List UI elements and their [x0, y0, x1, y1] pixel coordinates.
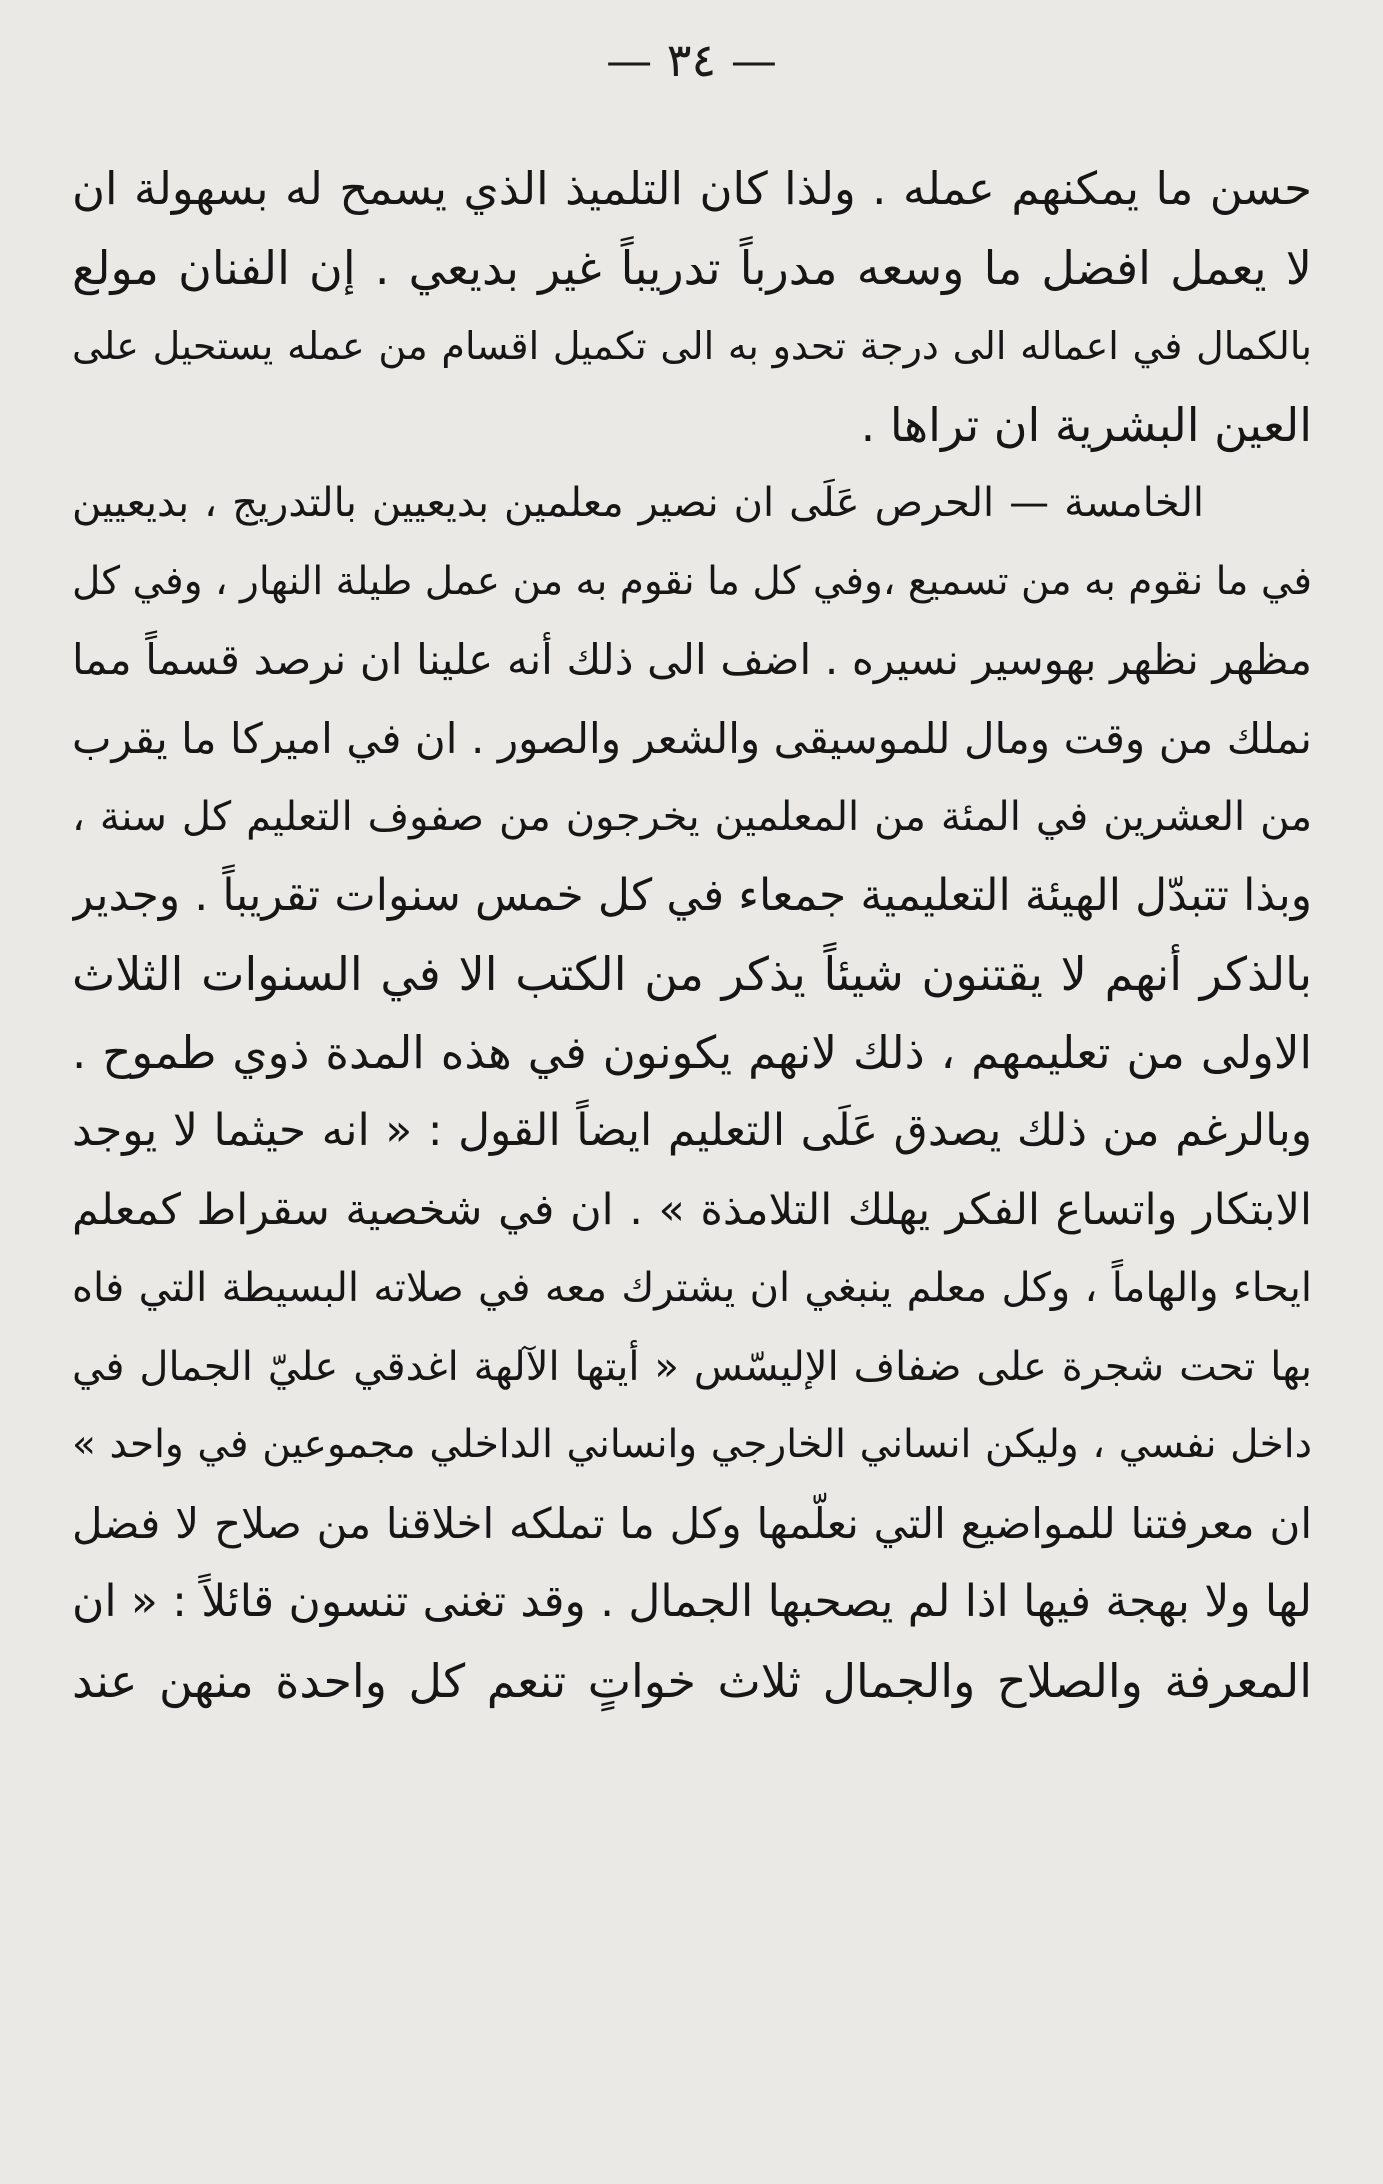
paragraph-end-line: العين البشرية ان تراها . — [860, 397, 1312, 452]
text-line: في ما نقوم به من تسميع ،وفي كل ما نقوم به من عمل طيلة النهار ، وفي كل — [72, 558, 1312, 604]
text-line: مظهر نظهر بهوسير نسيره . اضف الى ذلك أنه علينا ان نرصد قسماً مما — [72, 635, 1312, 684]
paragraph-start-line: الخامسة — الحرص عَلَى ان نصير معلمين بديعيين بالتدريج ، بديعيين — [72, 480, 1204, 526]
text-line: بالذكر أنهم لا يقتنون شيئاً يذكر من الكتب الا في السنوات الثلاث — [72, 947, 1312, 1001]
text-line: بها تحت شجرة على ضفاف الإليسّس « أيتها الآلهة اغدقي عليّ الجمال في — [72, 1343, 1312, 1390]
text-line: لها ولا بهجة فيها اذا لم يصحبها الجمال . وقد تغنى تنسون قائلاً : « ان — [72, 1576, 1312, 1627]
body-text — [72, 150, 1312, 1720]
text-line: بالكمال في اعماله الى درجة تحدو به الى تكميل اقسام من عمله يستحيل على — [72, 324, 1312, 368]
text-line: ايحاء والهاماً ، وكل معلم ينبغي ان يشترك معه في صلاته البسيطة التي فاه — [72, 1265, 1312, 1311]
page-number: — ٣٤ — — [606, 33, 777, 87]
text-line: نملك من وقت ومال للموسيقى والشعر والصور . ان في اميركا ما يقرب — [72, 713, 1312, 763]
text-line: داخل نفسي ، وليكن انساني الخارجي وانساني الداخلي مجموعين في واحد » — [72, 1422, 1312, 1467]
text-line: وبالرغم من ذلك يصدق عَلَى التعليم ايضاً القول : « انه حيثما لا يوجد — [72, 1105, 1312, 1156]
text-line: الاولى من تعليمهم ، ذلك لانهم يكونون في هذه المدة ذوي طموح . — [72, 1025, 1312, 1079]
text-line: لا يعمل افضل ما وسعه مدرباً تدريباً غير بديعي . إن الفنان مولع — [72, 240, 1312, 295]
text-line: ان معرفتنا للمواضيع التي نعلّمها وكل ما تملكه اخلاقنا من صلاح لا فضل — [72, 1498, 1312, 1548]
text-line: حسن ما يمكنهم عمله . ولذا كان التلميذ الذي يسمح له بسهولة ان — [72, 162, 1312, 215]
text-line: وبذا تتبدّل الهيئة التعليمية جمعاء في كل خمس سنوات تقريباً . وجدير — [72, 869, 1312, 921]
text-line: الابتكار واتساع الفكر يهلك التلامذة » . ان في شخصية سقراط كمعلم — [72, 1184, 1312, 1235]
text-line: من العشرين في المئة من المعلمين يخرجون من صفوف التعليم كل سنة ، — [72, 794, 1312, 840]
text-line: المعرفة والصلاح والجمال ثلاث خواتٍ تنعم كل واحدة منهن عند — [72, 1653, 1312, 1708]
